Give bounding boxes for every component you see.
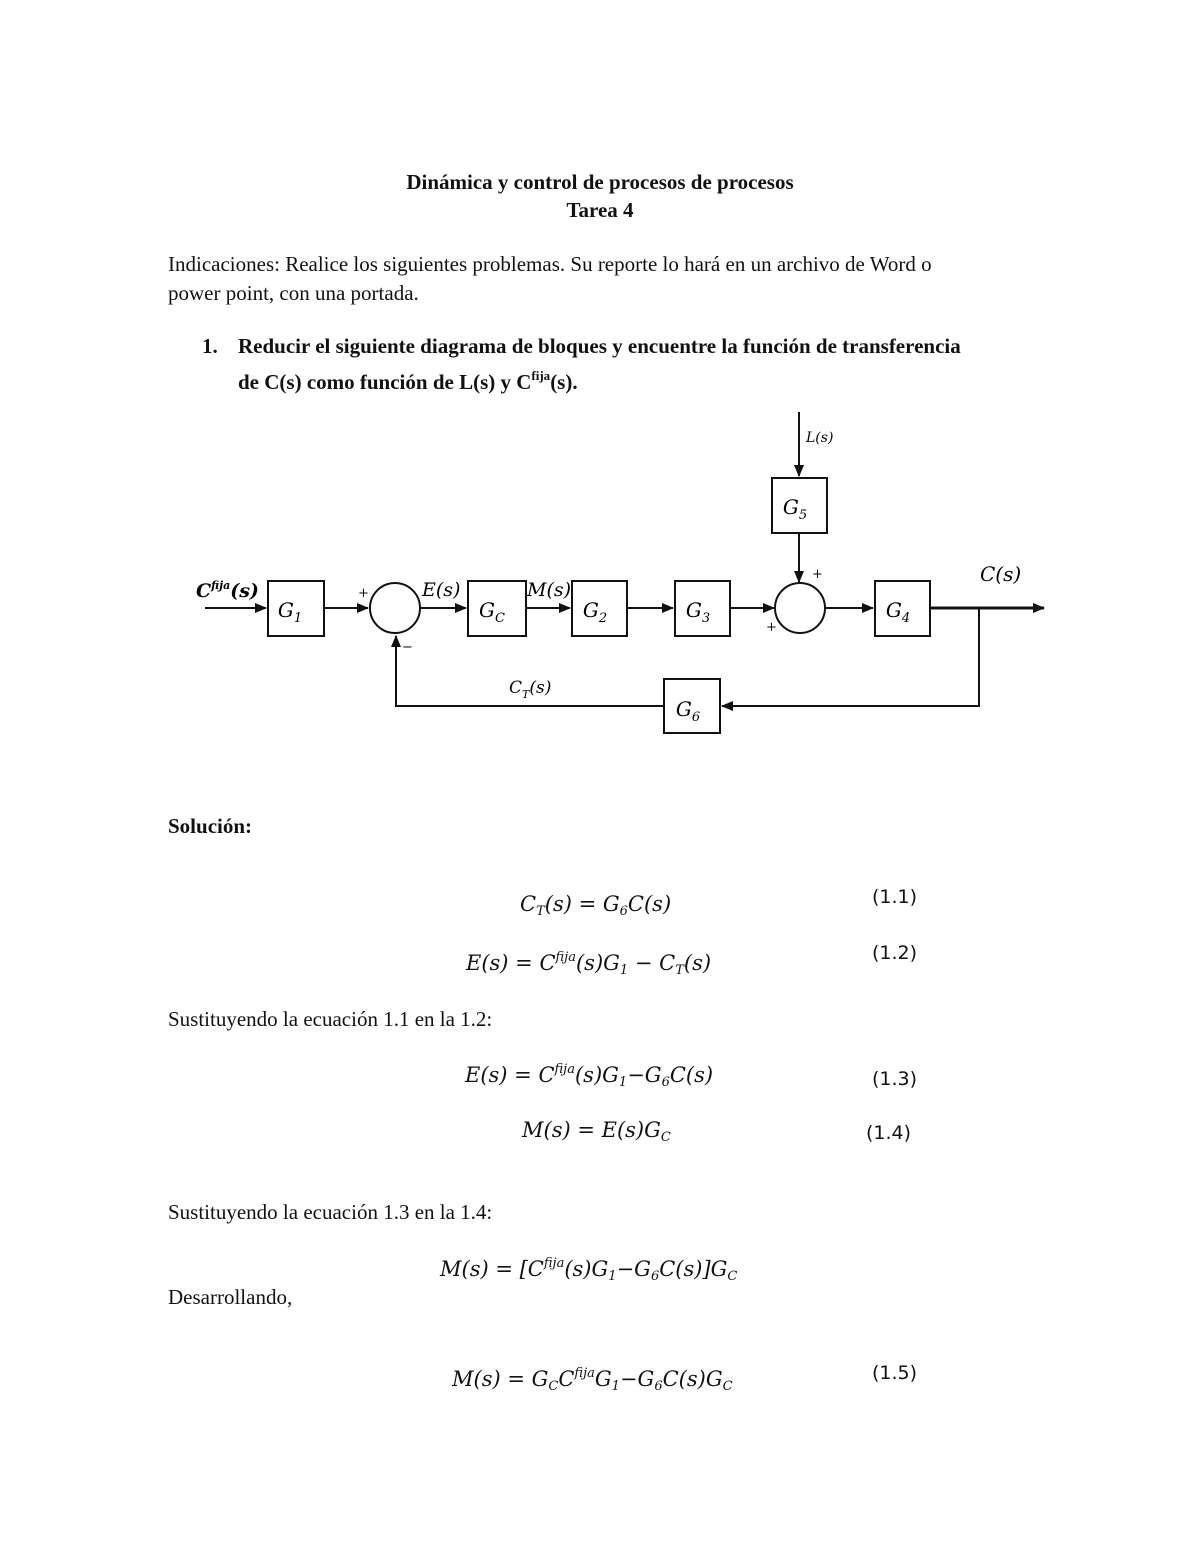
problem-text-line-1: Reducir el siguiente diagrama de bloques y encuentre la función de transferencia <box>238 334 961 358</box>
label-m: M(s) <box>527 579 572 601</box>
block-g1 <box>268 581 324 636</box>
label-g3: $G_3$ <box>685 598 711 626</box>
label-l: L(s) <box>806 430 834 446</box>
label-g5: $G_5$ <box>782 495 808 523</box>
label-g2: $G_2$ <box>582 598 608 626</box>
equation-1-2: $E(s) = C^{fija}(s)G_1 - C_T(s)$ <box>466 950 712 978</box>
equation-1-1: $C_T(s) = G_6C(s)$ <box>520 892 672 919</box>
equation-m-expanded: $M(s) = [C^{fija}(s)G_1-G_6C(s)]G_C$ <box>440 1256 738 1284</box>
label-g1: $G_1$ <box>277 598 303 626</box>
block-g4 <box>875 581 930 636</box>
block-g2 <box>572 581 627 636</box>
label-input-cfija: $C^{fija}(s)$ <box>196 579 259 602</box>
document-subtitle: Tarea 4 <box>566 198 634 222</box>
equation-number-1-2: (1.2) <box>872 942 918 964</box>
block-diagram <box>0 0 1200 760</box>
problem-number: 1. <box>202 334 218 358</box>
problem-text-line-2: de C(s) como función de L(s) y $C^{fija}(s)$. <box>238 368 578 394</box>
equation-1-5: $M(s) = G_CC^{fija}G_1-G_6C(s)G_C$ <box>452 1366 733 1394</box>
text-substitute-1: Sustituyendo la ecuación 1.1 en la 1.2: <box>168 1007 493 1031</box>
sign-sum2-plus-top: + <box>812 567 823 582</box>
equation-number-1-3: (1.3) <box>872 1068 918 1090</box>
block-g5 <box>772 478 827 533</box>
sign-sum2-plus-bottom: + <box>766 620 777 635</box>
equation-number-1-5: (1.5) <box>872 1362 918 1384</box>
label-g6: $G_6$ <box>675 697 701 725</box>
label-ct: $C_T(s)$ <box>509 678 552 701</box>
summing-junction-2 <box>775 583 825 633</box>
instructions-line-2: power point, con una portada. <box>168 281 419 305</box>
equation-1-3: $E(s) = C^{fija}(s)G_1-G_6C(s)$ <box>465 1062 714 1090</box>
text-developing: Desarrollando, <box>168 1285 293 1309</box>
label-c: C(s) <box>980 562 1022 586</box>
label-gc: $G_C$ <box>479 598 505 626</box>
block-g3 <box>675 581 730 636</box>
instructions-line-1: Indicaciones: Realice los siguientes problemas. Su reporte lo hará en un archivo de Word o <box>168 252 932 276</box>
equation-number-1-1: (1.1) <box>872 886 918 908</box>
solution-heading: Solución: <box>168 814 253 838</box>
equation-1-4: $M(s) = E(s)G_C$ <box>522 1118 671 1145</box>
summing-junction-1 <box>370 583 420 633</box>
label-e: E(s) <box>422 579 461 601</box>
sign-sum1-minus: − <box>402 640 413 655</box>
label-g4: $G_4$ <box>885 598 911 626</box>
equation-number-1-4: (1.4) <box>866 1122 912 1144</box>
sign-sum1-plus: + <box>358 586 369 601</box>
text-substitute-2: Sustituyendo la ecuación 1.3 en la 1.4: <box>168 1200 493 1224</box>
block-gc <box>468 581 526 636</box>
feedback-line-right <box>722 608 979 706</box>
document-title: Dinámica y control de procesos de procesos <box>406 170 794 194</box>
